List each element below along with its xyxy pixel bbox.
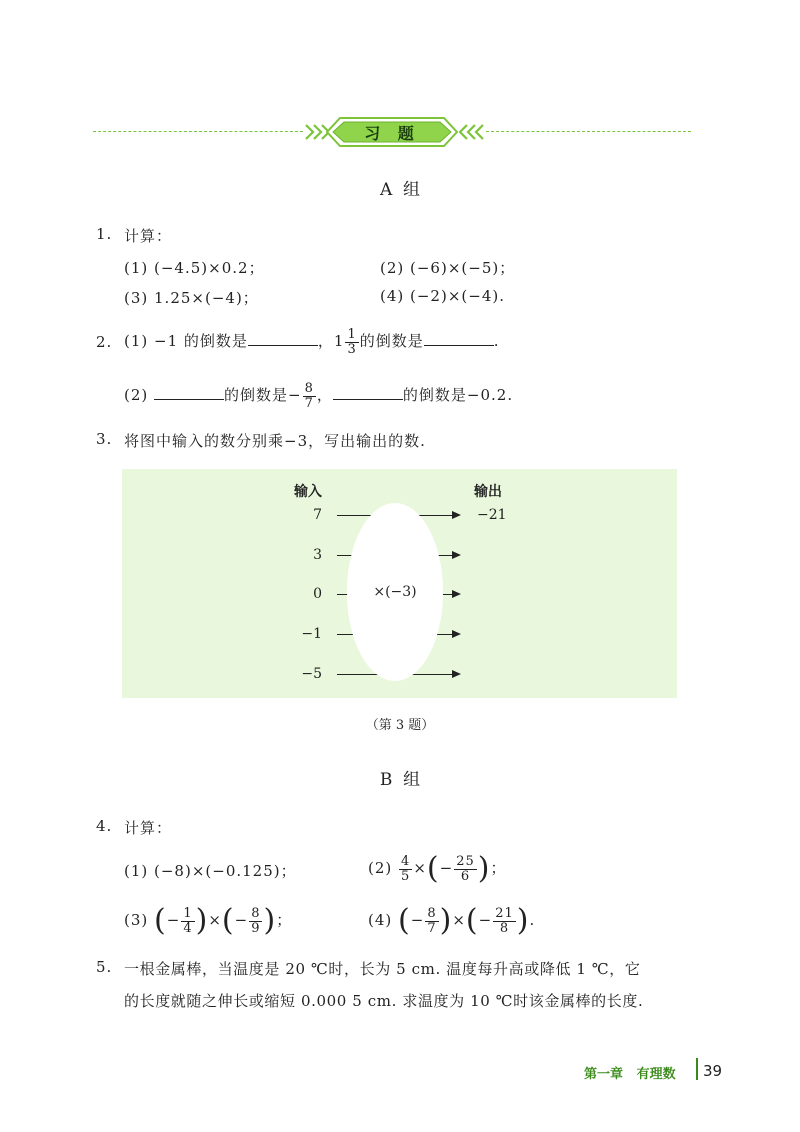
q4-i3-f1-den: 4	[183, 920, 193, 936]
q4-i4-f2-num: 21	[495, 905, 514, 921]
q4-item-4	[368, 898, 535, 942]
q3-number: 3.	[96, 430, 113, 448]
q4-i4-rparen-2: )	[516, 903, 530, 938]
q2-blank-3[interactable]	[154, 385, 224, 400]
q4-i3-lparen-1: (	[154, 903, 167, 938]
q4-i3-f1-num: 1	[183, 905, 193, 921]
q2-p2-text-c: ，	[316, 386, 333, 404]
q4-i4-lparen-2: (	[465, 903, 479, 938]
q2-part-2	[124, 376, 513, 414]
header-title: 习 题	[364, 124, 420, 143]
q2-part-1	[124, 322, 500, 360]
q1-item-3: (3) 1.25×(−4)；	[124, 289, 259, 307]
q4-i2-frac-1	[399, 855, 412, 884]
q4-i4-f2-den: 8	[499, 920, 510, 936]
q4-i2-label: (2)	[368, 859, 393, 877]
q4-i3-neg2: −	[234, 911, 249, 929]
header-right-chevrons-icon	[457, 123, 487, 141]
header-left-dashes	[93, 131, 303, 132]
q4-i2-rparen: )	[477, 851, 491, 886]
q4-i4-end: .	[529, 911, 536, 929]
row-3-arrow-icon	[452, 590, 461, 598]
q5-number: 5.	[96, 958, 113, 976]
q4-i4-f1-num: 8	[427, 905, 437, 921]
q2-p1-text-a: (1) −1 的倒数是	[124, 332, 248, 350]
q4-i3-rparen-1: )	[195, 903, 209, 938]
row-5-arrow-icon	[452, 670, 461, 678]
input-value-3: 0	[313, 586, 322, 602]
q2-p2-text-a: (2)	[124, 386, 155, 404]
footer-chapter: 第一章 有理数	[584, 1067, 676, 1082]
operation-label: ×(−3)	[373, 584, 417, 600]
footer-divider	[696, 1058, 698, 1080]
q4-i4-neg1: −	[410, 911, 425, 929]
q4-i3-lparen-2: (	[221, 903, 235, 938]
q1-item-4: (4) (−2)×(−4).	[380, 287, 505, 305]
page-number: 39	[703, 1062, 723, 1080]
q2-p2-frac-den: 7	[304, 395, 314, 411]
q2-blank-2[interactable]	[424, 331, 494, 346]
group-b-title: B 组	[379, 770, 421, 790]
q2-blank-4[interactable]	[333, 385, 403, 400]
q4-stem: 计算：	[124, 819, 173, 837]
q2-p1-frac-den: 3	[347, 341, 357, 357]
q4-i2-f2-num: 25	[456, 853, 475, 869]
row-1-arrow-icon	[452, 511, 461, 519]
q2-p2-text-b: 的倒数是−	[224, 386, 302, 404]
q4-item-3	[124, 898, 292, 942]
group-a-title: A 组	[379, 180, 421, 200]
q4-item-2	[368, 846, 506, 890]
q4-i3-f2-den: 9	[251, 920, 261, 936]
q2-p2-fraction	[303, 382, 316, 411]
q4-i2-f2-den: 6	[460, 868, 471, 884]
q4-i4-frac-2	[493, 907, 516, 936]
q3-caption: （第 3 题）	[365, 718, 435, 733]
output-value-1: −21	[477, 507, 507, 523]
q2-number: 2.	[96, 333, 113, 351]
q4-i3-frac-1	[181, 907, 194, 936]
q4-i2-f1-num: 4	[401, 853, 411, 869]
header-right-dashes	[486, 131, 691, 132]
input-value-5: −5	[301, 666, 322, 682]
q4-i3-times: ×	[208, 911, 222, 929]
q2-p1-text-c: 的倒数是	[359, 332, 424, 350]
q4-number: 4.	[96, 817, 113, 835]
q4-i3-neg1: −	[166, 911, 181, 929]
input-label: 输入	[294, 484, 322, 500]
q4-i2-lparen: (	[426, 851, 440, 886]
q4-item-1: (1) (−8)×(−0.125)；	[124, 862, 297, 880]
q4-i3-label: (3)	[124, 911, 149, 929]
q2-p1-text-b: ，1	[317, 332, 345, 350]
q1-item-1: (1) (−4.5)×0.2；	[124, 259, 265, 277]
q2-p1-text-d: .	[493, 332, 500, 350]
q2-p2-text-d: 的倒数是−0.2.	[402, 386, 514, 404]
row-2-arrow-icon	[452, 551, 461, 559]
q4-i2-f1-den: 5	[401, 868, 411, 884]
q4-i2-frac-2	[454, 855, 477, 884]
q4-i2-times: ×	[413, 859, 427, 877]
q3-stem: 将图中输入的数分别乘−3，写出输出的数.	[124, 432, 426, 450]
input-value-2: 3	[313, 547, 322, 563]
q2-p2-frac-num: 8	[304, 380, 314, 396]
q1-number: 1.	[96, 225, 113, 243]
q4-i4-rparen-1: )	[439, 903, 453, 938]
q2-p1-fraction	[345, 328, 358, 357]
q4-i4-times: ×	[452, 911, 466, 929]
output-label: 输出	[474, 484, 502, 500]
input-value-1: 7	[313, 507, 322, 523]
q4-i4-lparen-1: (	[398, 903, 411, 938]
q4-i3-rparen-2: )	[263, 903, 277, 938]
input-value-4: −1	[301, 626, 322, 642]
q2-p1-frac-num: 1	[347, 326, 357, 342]
q4-i4-label: (4)	[368, 911, 393, 929]
q4-i2-neg: −	[439, 859, 454, 877]
q2-blank-1[interactable]	[248, 331, 318, 346]
q4-i4-neg2: −	[478, 911, 493, 929]
row-4-arrow-icon	[452, 630, 461, 638]
q4-i3-f2-num: 8	[251, 905, 261, 921]
q5-line-1: 一根金属棒，当温度是 20 ℃时，长为 5 cm. 温度每升高或降低 1 ℃，它	[124, 960, 641, 978]
q4-i2-end: ；	[490, 859, 507, 877]
q1-item-2: (2) (−6)×(−5)；	[380, 259, 516, 277]
q4-i3-end: ；	[276, 911, 293, 929]
q3-diagram	[122, 469, 677, 698]
q1-stem: 计算：	[124, 227, 173, 245]
q4-i4-f1-den: 7	[427, 920, 437, 936]
q4-i4-frac-1	[425, 907, 438, 936]
q4-i3-frac-2	[249, 907, 262, 936]
q5-line-2: 的长度就随之伸长或缩短 0.000 5 cm. 求温度为 10 ℃时该金属棒的长度.	[124, 992, 644, 1010]
